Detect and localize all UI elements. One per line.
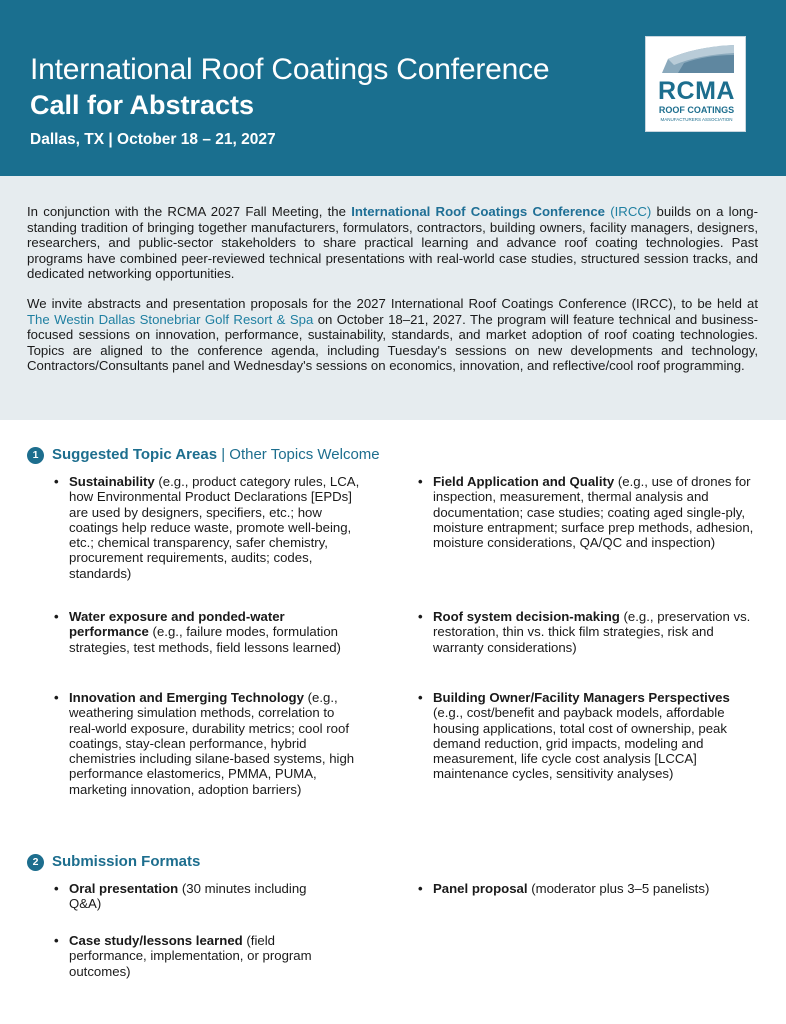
header-banner — [0, 0, 786, 176]
bullet-icon: • — [54, 690, 59, 705]
format-name: Case study/lessons learned — [69, 933, 243, 948]
call-for-abstracts-title: Call for Abstracts — [30, 90, 255, 120]
logo-tagline-small: MANUFACTURERS ASSOCIATION — [660, 117, 733, 122]
bullet-icon: • — [54, 474, 59, 489]
logo-tagline: ROOF COATINGS — [658, 105, 735, 115]
section-topic-areas-heading — [27, 446, 380, 464]
section-number-badge: 2 — [27, 854, 44, 871]
list-item — [54, 881, 339, 912]
list-item — [418, 881, 755, 896]
bullet-icon: • — [418, 609, 423, 624]
bullet-icon: • — [54, 881, 59, 896]
rcma-logo — [645, 36, 746, 132]
logo-wordmark: RCMA — [658, 77, 735, 105]
section-title: Submission Formats — [52, 853, 201, 870]
topic-name: Innovation and Emerging Technology — [69, 690, 304, 705]
topic-name: Water exposure and ponded-water performance — [69, 609, 285, 640]
list-item — [54, 474, 363, 581]
intro-panel — [0, 176, 786, 420]
bullet-icon: • — [54, 933, 59, 948]
intro-text: on October 18–21, 2027. The program will feature technical and business-focused sessions on innovation, performance, sustainability, standards, and market adoption of roof coating technologies. Topics are aligned to the conference agenda, including Tuesday's sessions on new developments and technology, Contractors/Consultants panel and Wednesday's sessions on economics, innovation, and reflective/cool roof programming. — [27, 311, 758, 374]
venue-link[interactable]: The Westin Dallas Stonebriar Golf Resort & Spa — [27, 311, 314, 327]
intro-paragraph-2 — [27, 296, 758, 374]
list-item — [418, 474, 755, 551]
roof-swoosh-icon — [654, 43, 739, 77]
list-item — [418, 609, 755, 655]
intro-text: In conjunction with the RCMA 2027 Fall Meeting, the — [27, 204, 352, 219]
topic-description: (e.g., cost/benefit and payback models, affordable housing applications, total cost of ownership, peak demand reduction, grid impacts, modeling and measurement, life cycle cost analysis [LCCA] maintenance cycles, sensitivity analyses) — [433, 705, 727, 782]
section-subtitle: Other Topics Welcome — [229, 446, 380, 463]
ircc-link[interactable]: International Roof Coatings Conference — [351, 204, 606, 219]
conference-title: International Roof Coatings Conference — [30, 53, 550, 86]
list-item — [54, 609, 363, 655]
intro-paragraph-1 — [27, 204, 758, 282]
list-item — [418, 690, 755, 782]
section-number-badge: 1 — [27, 447, 44, 464]
intro-text: builds on a long-standing tradition of bringing together manufacturers, formulators, contractors, building owners, facility managers, designers, researchers, and public-sector stakeholders to share practical learning and advance roof coating technologies. Past programs have combined peer-reviewed technical presentations with real-world case studies, structured session tracks, and dedicated networking opportunities. — [27, 204, 758, 282]
topic-name: Building Owner/Facility Managers Perspectives — [433, 690, 730, 705]
topic-description: (e.g., weathering simulation methods, correlation to real-world exposure, durability metrics; cool roof coatings, stay-clean performance, hybrid chemistries including silane-based systems, high performance elastomerics, PMMA, PUMA, marketing innovation, adoption barriers) — [69, 690, 355, 797]
format-description: (30 minutes including Q&A) — [69, 881, 307, 912]
list-item — [54, 690, 363, 797]
format-name: Panel proposal — [433, 881, 528, 896]
section-submission-formats-heading — [27, 853, 200, 871]
format-description: (field performance, implementation, or program outcomes) — [69, 933, 312, 979]
intro-text: We invite abstracts and presentation proposals for the 2027 International Roof Coatings Conference (IRCC), to be held at — [27, 296, 758, 311]
list-item — [54, 933, 351, 979]
bullet-icon: • — [54, 609, 59, 624]
section-title: Suggested Topic Areas — [52, 446, 218, 463]
section-separator: | — [217, 446, 230, 463]
topic-name: Sustainability — [69, 474, 155, 489]
topic-name: Roof system decision-making — [433, 609, 620, 624]
topic-name: Field Application and Quality — [433, 474, 615, 489]
bullet-icon: • — [418, 690, 423, 705]
topic-description: (e.g., preservation vs. restoration, thin vs. thick film strategies, risk and warranty considerations) — [433, 609, 751, 655]
topic-description: (e.g., product category rules, LCA, how Environmental Product Declarations [EPDs] are used by designers, specifiers, etc.; how coatings help reduce waste, promote well-being, etc.; chemical transparency, safer chemistry, procurement requirements, audits; codes, standards) — [69, 474, 360, 581]
ircc-abbr: (IRCC) — [605, 204, 652, 219]
location-date: Dallas, TX | October 18 – 21, 2027 — [30, 131, 276, 148]
bullet-icon: • — [418, 474, 423, 489]
bullet-icon: • — [418, 881, 423, 896]
topic-description: (e.g., use of drones for inspection, measurement, thermal analysis and documentation; case studies; coating aged single-ply, moisture entrapment; surface prep methods, adhesion, moisture considerations, QA/QC and inspection) — [433, 474, 754, 551]
format-description: (moderator plus 3–5 panelists) — [527, 881, 710, 896]
format-name: Oral presentation — [69, 881, 179, 896]
topic-description: (e.g., failure modes, formulation strategies, test methods, field lessons learned) — [69, 624, 341, 655]
